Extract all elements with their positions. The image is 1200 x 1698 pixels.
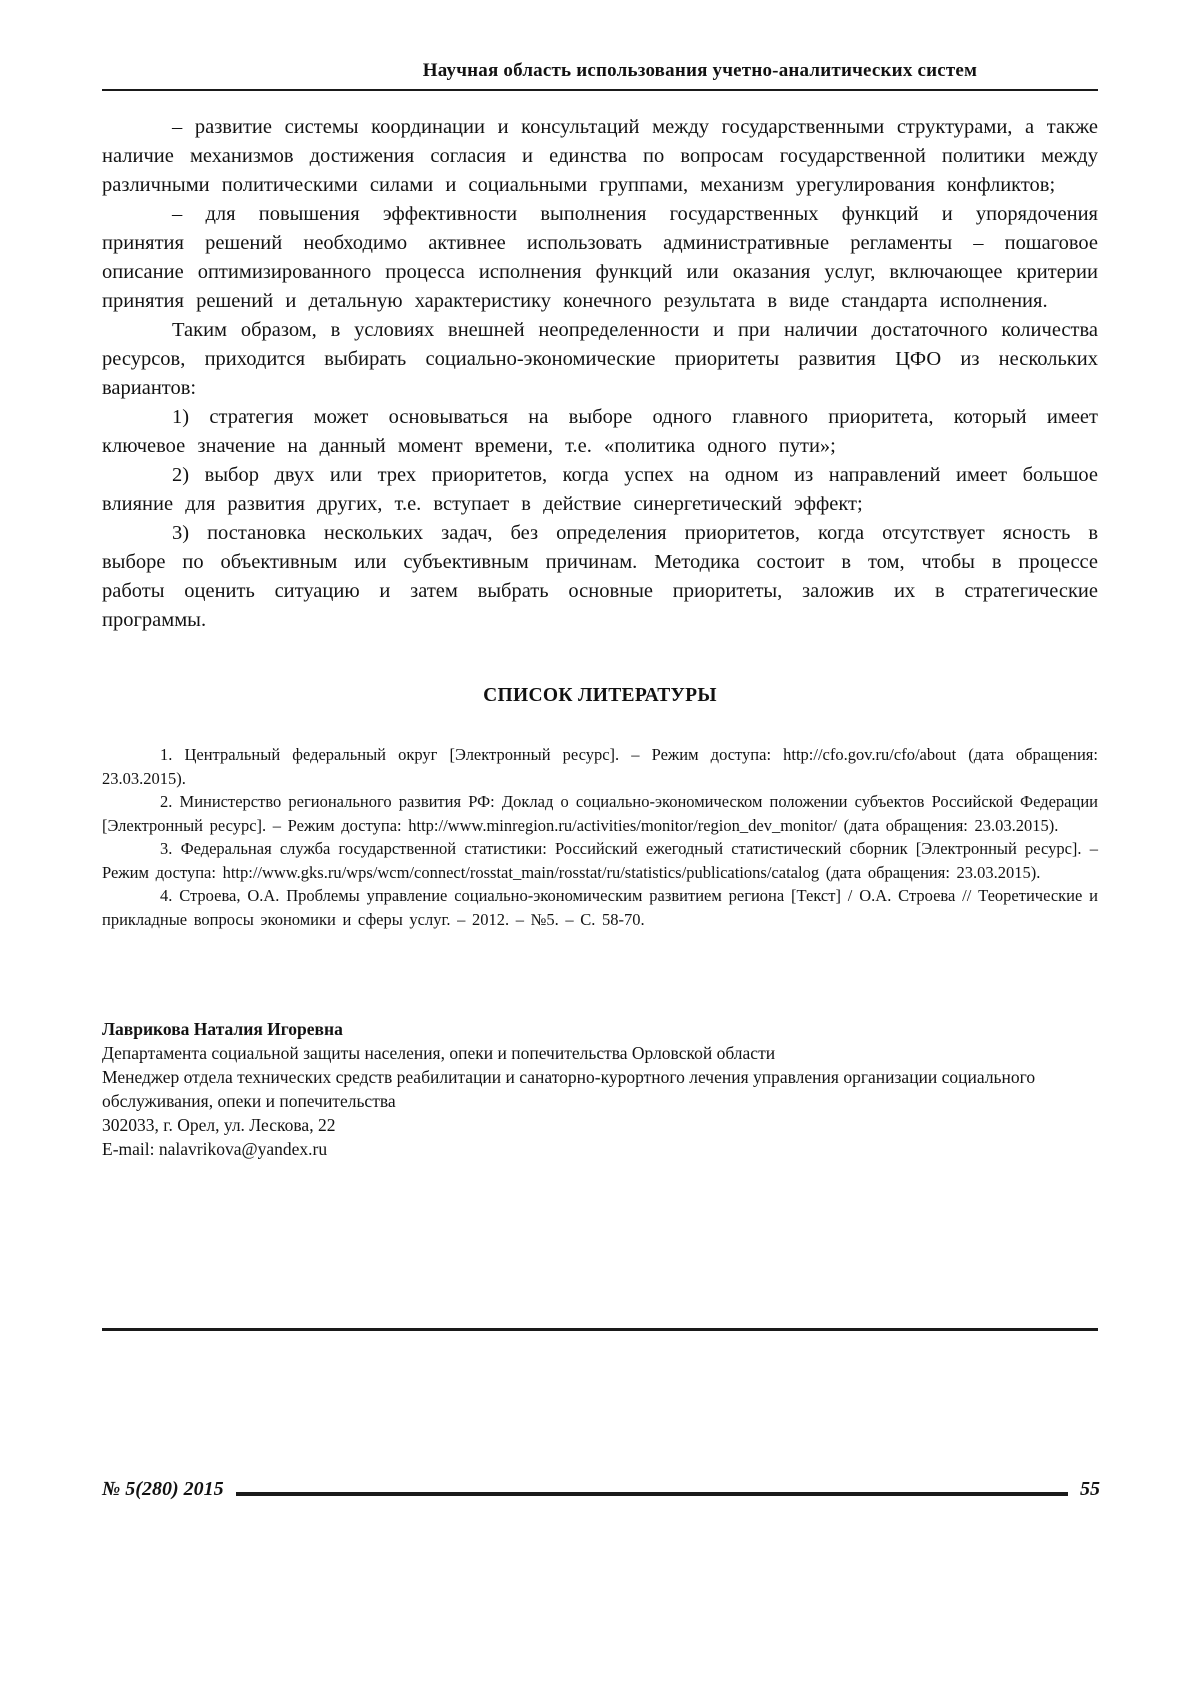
author-line: Департамента социальной защиты населения, опеки и попечительства Орловской области — [102, 1043, 776, 1063]
author-line: Менеджер отдела технических средств реабилитации и санаторно-курортного лечения управления организации социального обслуживания, опеки и попечительства — [102, 1067, 1036, 1111]
body-paragraph: 2) выбор двух или трех приоритетов, когда успех на одном из направлений имеет большое влияние для развития других, т.е. вступает в действие синергетический эффект; — [102, 464, 1098, 515]
footer-rule — [236, 1492, 1068, 1496]
author-name: Лаврикова Наталия Игоревна — [102, 1019, 343, 1039]
bottom-rule — [102, 1328, 1098, 1331]
references-heading: СПИСОК ЛИТЕРАТУРЫ — [483, 685, 717, 706]
article-body — [102, 113, 1098, 635]
reference-item: 4. Строева, О.А. Проблемы управление социально-экономическим развитием региона [Текст] / О.А. Строева // Теоретические и прикладные вопросы экономики и сферы услуг. – 2012. – №5. – С. 58-70. — [102, 886, 1098, 929]
body-paragraph: 3) постановка нескольких задач, без определения приоритетов, когда отсутствует ясность в выборе по объективным или субъективным причинам. Методика состоит в том, чтобы в процессе работы оценить ситуацию и затем выбрать основные приоритеты, заложив их в стратегические программы. — [102, 522, 1098, 631]
reference-item: 2. Министерство регионального развития РФ: Доклад о социально-экономическом положении субъектов Российской Федерации [Электронный ресурс]. – Режим доступа: http://www.minregion.ru/activities/monitor/region_dev_monitor/ (дата обращения: 23.03.2015). — [102, 792, 1098, 835]
author-line: 302033, г. Орел, ул. Лескова, 22 — [102, 1115, 336, 1135]
reference-item: 1. Центральный федеральный округ [Электронный ресурс]. – Режим доступа: http://cfo.gov.ru/cfo/about (дата обращения: 23.03.2015). — [102, 745, 1098, 788]
body-paragraph: – для повышения эффективности выполнения государственных функций и упорядочения принятия решений необходимо активнее использовать административные регламенты – пошаговое описание оптимизированного процесса исполнения функций или оказания услуг, включающее критерии принятия решений и детальную характеристику конечного результата в виде стандарта исполнения. — [102, 203, 1098, 312]
author-block — [102, 1017, 1098, 1161]
reference-item: 3. Федеральная служба государственной статистики: Российский ежегодный статистический сборник [Электронный ресурс]. – Режим доступа: http://www.gks.ru/wps/wcm/connect/rosstat_main/rosstat/ru/statistics/publications/catalog (дата обращения: 23.03.2015). — [102, 839, 1098, 882]
footer-page-number: 55 — [1080, 1478, 1100, 1500]
author-line: E-mail: nalavrikova@yandex.ru — [102, 1139, 328, 1159]
body-paragraph: – развитие системы координации и консультаций между государственными структурами, а также наличие механизмов достижения согласия и единства по вопросам государственной политики между различными политическими силами и социальными группами, механизм урегулирования конфликтов; — [102, 116, 1098, 196]
running-head: Научная область использования учетно-аналитических систем — [422, 60, 978, 81]
footer — [102, 1478, 1100, 1501]
body-paragraph: 1) стратегия может основываться на выборе одного главного приоритета, который имеет ключевое значение на данный момент времени, т.е. «политика одного пути»; — [102, 406, 1098, 457]
body-paragraph: Таким образом, в условиях внешней неопределенности и при наличии достаточного количества ресурсов, приходится выбирать социально-экономические приоритеты развития ЦФО из нескольких вариантов: — [102, 319, 1098, 399]
header-rule-container — [102, 0, 1098, 91]
references-list — [102, 743, 1098, 931]
footer-issue: № 5(280) 2015 — [102, 1478, 224, 1500]
